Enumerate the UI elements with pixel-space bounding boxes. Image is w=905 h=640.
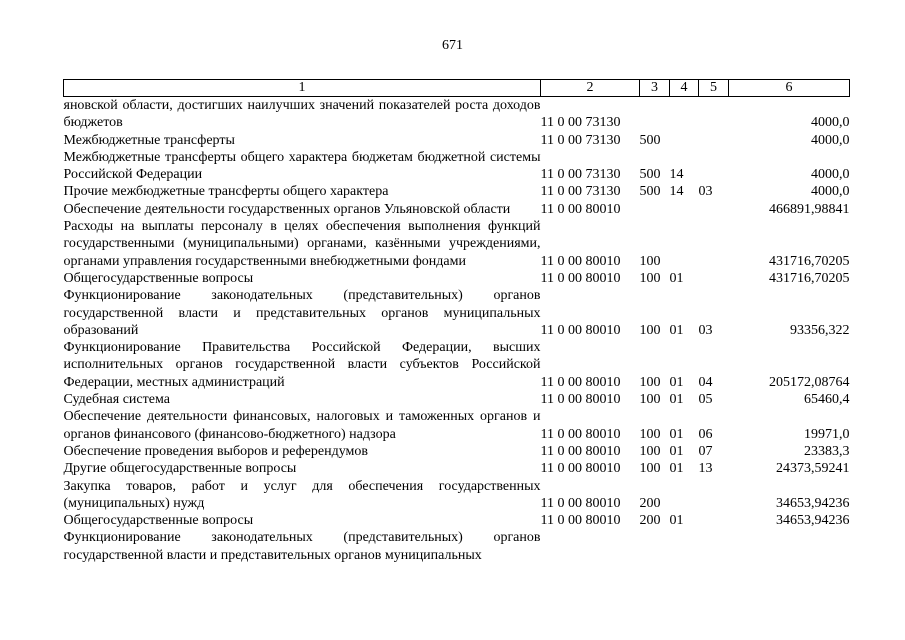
row-amount: 34653,94236 <box>776 495 850 511</box>
row-section <box>670 201 699 218</box>
row-section: 14 <box>669 184 684 200</box>
row-target-code: 11 0 00 80010 <box>540 443 621 459</box>
row-expense-type <box>640 97 670 132</box>
row-section: 01 <box>669 322 684 338</box>
row-subsection <box>699 132 729 149</box>
row-description: Судебная система <box>63 392 170 408</box>
row-section: 01 <box>669 270 684 286</box>
row-amount: 466891,98841 <box>769 201 850 217</box>
row-description: Функционирование Правительства Российской Федерации, высших исполнительных органов государственной власти субъектов Российской Федерации, местных администраций <box>63 340 541 390</box>
row-section: 14 <box>669 167 684 183</box>
table-row <box>64 183 850 200</box>
table-row <box>64 97 850 132</box>
row-subsection: 06 <box>698 426 713 442</box>
row-subsection: 04 <box>698 374 713 390</box>
row-section: 01 <box>669 461 684 477</box>
row-description: Обеспечение деятельности финансовых, налоговых и таможенных органов и органов финансового (финансово-бюджетного) надзора <box>63 409 541 442</box>
page-number: 671 <box>442 38 463 53</box>
row-amount: 34653,94236 <box>776 513 850 529</box>
header-col-6: 6 <box>729 80 850 97</box>
row-expense-type: 100 <box>639 322 661 338</box>
row-description: Межбюджетные трансферты общего характера бюджетам бюджетной системы Российской Федерации <box>63 149 541 183</box>
row-expense-type: 200 <box>639 513 661 529</box>
row-subsection <box>699 478 729 513</box>
table-row <box>64 218 850 270</box>
row-amount: 24373,59241 <box>776 461 850 477</box>
table-row <box>64 270 850 287</box>
row-section <box>670 132 699 149</box>
row-subsection <box>699 149 729 184</box>
header-col-4: 4 <box>670 80 699 97</box>
row-subsection: 03 <box>698 322 713 338</box>
row-section: 01 <box>669 426 684 442</box>
row-expense-type: 500 <box>639 167 661 183</box>
row-target-code: 11 0 00 73130 <box>540 132 621 148</box>
row-description: Функционирование законодательных (представительных) органов государственной власти и представительных органов муниципальных <box>63 530 541 563</box>
row-expense-type: 100 <box>639 374 661 390</box>
row-section <box>670 218 699 270</box>
row-amount: 23383,3 <box>804 443 850 459</box>
row-expense-type <box>640 201 670 218</box>
row-target-code: 11 0 00 80010 <box>540 392 621 408</box>
row-section <box>670 478 699 513</box>
budget-table <box>63 79 850 564</box>
header-col-5: 5 <box>699 80 729 97</box>
row-subsection <box>699 97 729 132</box>
row-target-code: 11 0 00 80010 <box>540 426 621 442</box>
row-subsection <box>699 529 729 564</box>
row-description: Расходы на выплаты персоналу в целях обеспечения выполнения функций государственными (муниципальными) органами, казёнными учреждениями, органами управления государственными внебюджетными фондами <box>63 219 541 269</box>
row-subsection <box>699 218 729 270</box>
row-expense-type: 100 <box>639 270 661 286</box>
row-target-code: 11 0 00 80010 <box>540 322 621 338</box>
row-section: 01 <box>669 513 684 529</box>
table-body <box>64 97 850 565</box>
row-target-code: 11 0 00 80010 <box>540 374 621 390</box>
row-subsection: 07 <box>698 443 713 459</box>
table-row <box>64 408 850 443</box>
row-target-code <box>541 529 640 564</box>
row-target-code: 11 0 00 73130 <box>540 167 621 183</box>
row-subsection: 05 <box>698 392 713 408</box>
row-description: Обеспечение проведения выборов и референдумов <box>63 443 368 459</box>
row-expense-type: 200 <box>639 495 661 511</box>
row-amount: 4000,0 <box>811 115 850 131</box>
row-amount: 205172,08764 <box>769 374 850 390</box>
row-amount: 4000,0 <box>811 167 850 183</box>
row-description: Закупка товаров, работ и услуг для обеспечения государственных (муниципальных) нужд <box>63 478 541 511</box>
row-section: 01 <box>669 443 684 459</box>
row-expense-type: 100 <box>639 461 661 477</box>
row-description: Функционирование законодательных (представительных) органов государственной власти и представительных органов муниципальных образований <box>63 288 541 338</box>
row-amount: 4000,0 <box>811 184 850 200</box>
row-amount: 65460,4 <box>804 392 850 408</box>
row-description: Общегосударственные вопросы <box>63 513 254 529</box>
row-subsection: 03 <box>698 184 713 200</box>
header-col-2: 2 <box>541 80 640 97</box>
row-section <box>670 529 699 564</box>
table-row <box>64 512 850 529</box>
table-header <box>64 80 850 97</box>
row-description: Обеспечение деятельности государственных органов Ульяновской области <box>63 201 511 217</box>
table-row <box>64 339 850 391</box>
table-row <box>64 529 850 564</box>
row-amount: 431716,70205 <box>769 253 850 269</box>
row-description: Общегосударственные вопросы <box>63 270 254 286</box>
row-description: Прочие межбюджетные трансферты общего характера <box>63 184 389 200</box>
row-target-code: 11 0 00 80010 <box>540 253 621 269</box>
table-row <box>64 201 850 218</box>
row-subsection <box>699 201 729 218</box>
table-row <box>64 460 850 477</box>
row-expense-type: 500 <box>639 184 661 200</box>
header-col-3: 3 <box>640 80 670 97</box>
header-row <box>64 80 850 97</box>
row-target-code: 11 0 00 73130 <box>540 184 621 200</box>
row-description: яновской области, достигших наилучших значений показателей роста доходов бюджетов <box>63 98 541 131</box>
row-expense-type: 100 <box>639 253 661 269</box>
row-expense-type <box>640 529 670 564</box>
row-subsection <box>699 270 729 287</box>
row-amount: 431716,70205 <box>769 270 850 286</box>
row-section <box>670 97 699 132</box>
row-target-code: 11 0 00 80010 <box>540 201 621 217</box>
row-amount: 93356,322 <box>790 322 850 338</box>
table-row <box>64 478 850 513</box>
table-row <box>64 132 850 149</box>
table-row <box>64 443 850 460</box>
row-description: Другие общегосударственные вопросы <box>63 461 297 477</box>
row-amount: 19971,0 <box>804 426 850 442</box>
row-expense-type: 500 <box>639 132 661 148</box>
row-target-code: 11 0 00 80010 <box>540 495 621 511</box>
row-expense-type: 100 <box>639 443 661 459</box>
row-section: 01 <box>669 374 684 390</box>
row-target-code: 11 0 00 80010 <box>540 513 621 529</box>
row-target-code: 11 0 00 80010 <box>540 270 621 286</box>
row-subsection: 13 <box>698 461 713 477</box>
row-amount: 4000,0 <box>811 132 850 148</box>
row-section: 01 <box>669 392 684 408</box>
row-expense-type: 100 <box>639 426 661 442</box>
row-target-code: 11 0 00 73130 <box>540 115 621 131</box>
row-amount <box>729 529 850 564</box>
table-row <box>64 149 850 184</box>
row-description: Межбюджетные трансферты <box>63 132 235 148</box>
table-row <box>64 391 850 408</box>
header-col-1: 1 <box>64 80 541 97</box>
row-target-code: 11 0 00 80010 <box>540 461 621 477</box>
row-expense-type: 100 <box>639 392 661 408</box>
table-row <box>64 287 850 339</box>
row-subsection <box>699 512 729 529</box>
